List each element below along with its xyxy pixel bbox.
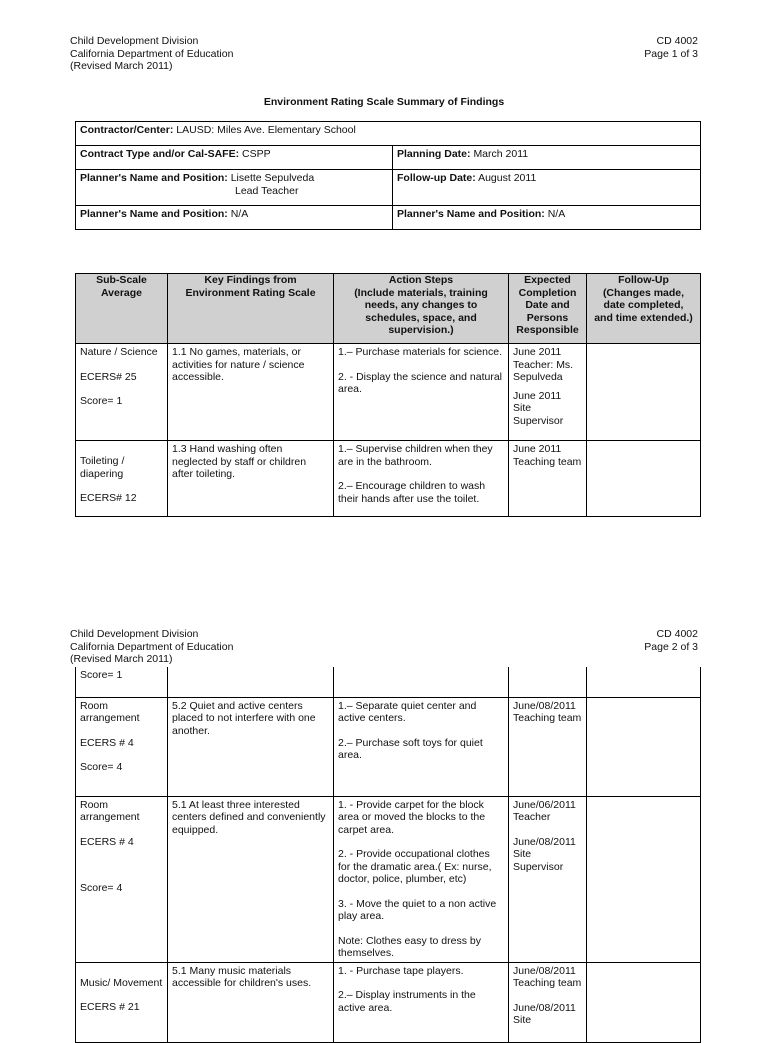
score: Score= 4 [80, 882, 123, 894]
planner-position: Lead Teacher [235, 184, 299, 197]
expected-entry: June 2011 Teaching team [513, 443, 582, 468]
followup-cell [587, 441, 701, 517]
col-header-followup-line: (Changes made, [602, 286, 685, 299]
col-header-followup-line: date completed, [603, 299, 684, 311]
col-header-findings-line: Environment Rating Scale [185, 286, 316, 299]
planner-2-label: Planner's Name and Position: [80, 208, 228, 220]
action-step: 2. - Display the science and natural area. [338, 370, 503, 395]
action-steps-cell [334, 344, 509, 441]
followup-cell [587, 697, 701, 796]
planner-3-value: N/A [547, 208, 566, 220]
ecers-number: ECERS # 21 [80, 1001, 140, 1013]
contractor-label: Contractor/Center: [80, 124, 174, 136]
planner-cell [76, 170, 393, 206]
col-header-subscale [76, 274, 168, 344]
finding-cell [168, 344, 334, 441]
expected-entry: June 2011 Teacher: Ms. Sepulveda [513, 346, 574, 383]
division-name: Child Development Division [70, 628, 199, 640]
col-header-action-line: Action Steps [388, 274, 454, 286]
col-header-subscale-line: Average [100, 286, 143, 299]
finding-text: 5.2 Quiet and active centers placed to not interfere with one another. [172, 699, 316, 737]
findings-table-page-2 [75, 667, 701, 1043]
col-header-followup-line: Follow-Up [618, 274, 669, 286]
contract-type-row [76, 146, 701, 170]
subscale-cell [76, 697, 168, 796]
finding-cell [168, 441, 334, 517]
subscale-cell [76, 962, 168, 1042]
expected-entry: June/08/2011 Teaching team [513, 964, 582, 989]
page-header-1 [70, 35, 698, 73]
contractor-cell [76, 122, 701, 146]
contract-info-table [75, 121, 701, 230]
expected-cell [509, 962, 587, 1042]
form-id: CD 4002 [656, 628, 698, 640]
finding-cell [168, 962, 334, 1042]
division-name: Child Development Division [70, 35, 199, 47]
department-name: California Department of Education [70, 640, 234, 653]
action-steps-cell [334, 667, 509, 697]
col-header-action-line: supervision.) [388, 324, 454, 336]
ecers-number: ECERS # 4 [80, 736, 134, 749]
col-header-findings-line: Key Findings from [204, 274, 297, 286]
col-header-expected [509, 274, 587, 344]
revision-note: (Revised March 2011) [70, 60, 173, 72]
action-steps-cell [334, 796, 509, 962]
action-step: 1. - Provide carpet for the block area or moved the blocks to the carpet area. [338, 798, 486, 836]
col-header-expected-line: Responsible [516, 324, 579, 336]
planner-2-value: N/A [230, 208, 249, 220]
col-header-followup-line: and time extended.) [594, 311, 693, 324]
planning-date-label: Planning Date: [397, 148, 471, 160]
contractor-value: LAUSD: Miles Ave. Elementary School [176, 124, 356, 136]
action-step: 2. - Provide occupational clothes for the dramatic area.( Ex: nurse, doctor, police, plumber, etc) [338, 848, 492, 885]
revision-note: (Revised March 2011) [70, 653, 173, 665]
contract-type-label: Contract Type and/or Cal-SAFE: [80, 148, 240, 160]
action-steps-cell [334, 697, 509, 796]
score: Score= 1 [80, 669, 123, 681]
subscale-cell [76, 441, 168, 517]
followup-date-value: August 2011 [478, 172, 537, 184]
findings-header-row [76, 274, 701, 344]
action-steps-cell [334, 441, 509, 517]
score: Score= 4 [80, 761, 123, 773]
planning-date-cell [393, 146, 701, 170]
followup-cell [587, 344, 701, 441]
planner-3-label: Planner's Name and Position: [397, 208, 545, 220]
action-step: 1.– Purchase materials for science. [338, 346, 502, 358]
contract-type-value: CSPP [242, 148, 271, 160]
planner-row-2 [76, 206, 701, 230]
col-header-expected-line: Persons [526, 311, 569, 324]
form-id-block [644, 35, 698, 60]
planner-row [76, 170, 701, 206]
table-row [76, 441, 701, 517]
action-step-note: Note: Clothes easy to dress by themselves. [338, 934, 481, 959]
col-header-findings [168, 274, 334, 344]
document-title: Environment Rating Scale Summary of Findings [263, 96, 505, 108]
col-header-expected-line: Date and [525, 299, 570, 311]
col-header-followup [587, 274, 701, 344]
expected-cell [509, 697, 587, 796]
expected-cell [509, 441, 587, 517]
followup-cell [587, 796, 701, 962]
col-header-action-steps [334, 274, 509, 344]
col-header-action-line: (Include materials, training [354, 286, 488, 299]
table-row [76, 796, 701, 962]
expected-entry: June/08/2011 Teaching team [513, 699, 582, 724]
followup-cell [587, 962, 701, 1042]
subscale-name: Room arrangement [80, 798, 140, 823]
form-id: CD 4002 [656, 35, 698, 47]
page-number: Page 1 of 3 [644, 47, 698, 60]
page-header-2 [70, 628, 698, 666]
finding-cell [168, 667, 334, 697]
expected-cell [509, 667, 587, 697]
planner-name: Lisette Sepulveda [230, 172, 315, 184]
subscale-name: Room arrangement [80, 699, 140, 724]
subscale-name: Music/ Movement [80, 976, 163, 989]
table-row [76, 697, 701, 796]
planner-label: Planner's Name and Position: [80, 172, 228, 184]
ecers-number: ECERS# 25 [80, 370, 137, 383]
finding-text: 5.1 Many music materials accessible for children's uses. [172, 964, 312, 989]
table-row [76, 667, 701, 697]
finding-cell [168, 697, 334, 796]
followup-date-label: Follow-up Date: [397, 172, 476, 184]
finding-text: 5.1 At least three interested centers defined and conveniently equipped. [172, 798, 326, 836]
col-header-action-line: schedules, space, and [365, 311, 477, 324]
expected-entry: June 2011 Site Supervisor [513, 389, 564, 427]
planning-date-value: March 2011 [473, 148, 529, 160]
page-number: Page 2 of 3 [644, 640, 698, 653]
col-header-subscale-line: Sub-Scale [96, 274, 147, 286]
col-header-action-line: needs, any changes to [364, 299, 478, 311]
expected-cell [509, 796, 587, 962]
subscale-name: Nature / Science [80, 346, 158, 358]
followup-cell [587, 667, 701, 697]
subscale-cell [76, 344, 168, 441]
ecers-number: ECERS # 4 [80, 835, 134, 848]
contractor-row [76, 122, 701, 146]
planner-2-cell [76, 206, 393, 230]
planner-3-cell [393, 206, 701, 230]
subscale-cell [76, 796, 168, 962]
col-header-expected-line: Completion [518, 286, 577, 299]
action-step: 2.– Encourage children to wash their hands after use the toilet. [338, 480, 486, 505]
action-step: 1. - Purchase tape players. [338, 964, 464, 977]
subscale-cell [76, 667, 168, 697]
form-id-block [644, 628, 698, 653]
finding-text: 1.1 No games, materials, or activities for nature / science accessible. [172, 346, 305, 383]
col-header-expected-line: Expected [524, 274, 571, 286]
subscale-name: Toileting / diapering [80, 455, 125, 480]
action-step: 1.– Supervise children when they are in the bathroom. [338, 443, 493, 468]
action-step: 3. - Move the quiet to a non active play area. [338, 897, 497, 922]
ecers-number: ECERS# 12 [80, 492, 137, 504]
table-row [76, 962, 701, 1042]
expected-entry: June/08/2011 Site [513, 1001, 576, 1026]
expected-entry: June/08/2011 Site Supervisor [513, 835, 576, 873]
department-name: California Department of Education [70, 47, 234, 60]
action-step: 2.– Purchase soft toys for quiet area. [338, 736, 483, 761]
contract-type-cell [76, 146, 393, 170]
action-step: 2.– Display instruments in the active area. [338, 989, 476, 1014]
action-steps-cell [334, 962, 509, 1042]
expected-cell [509, 344, 587, 441]
action-step: 1.– Separate quiet center and active centers. [338, 699, 477, 724]
followup-date-cell [393, 170, 701, 206]
table-row [76, 344, 701, 441]
findings-table-page-1 [75, 273, 701, 517]
finding-cell [168, 796, 334, 962]
score: Score= 1 [80, 395, 123, 407]
finding-text: 1.3 Hand washing often neglected by staff or children after toileting. [172, 443, 307, 480]
expected-entry: June/06/2011 Teacher [513, 798, 576, 823]
